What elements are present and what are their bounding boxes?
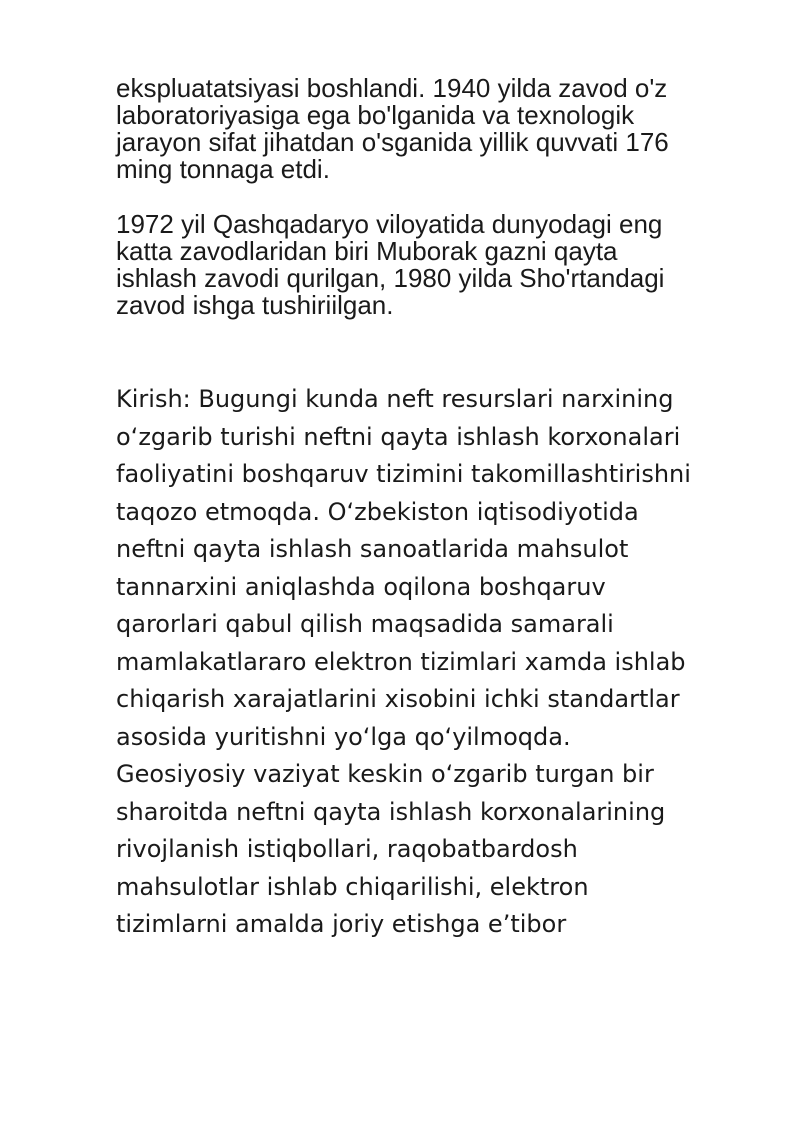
text-line: taqozo etmoqda. O‘zbekiston iqtisodiyotida [116, 497, 639, 526]
text-line: mamlakatlararo elektron tizimlari xamda ishlab [116, 647, 686, 676]
text-line: zavod ishga tushiriilgan. [116, 290, 394, 320]
text-line: katta zavodlaridan biri Muborak gazni qayta [116, 236, 618, 266]
paragraph-introduction [116, 381, 756, 944]
paragraph-history-1940 [116, 75, 756, 183]
text-line: 1972 yil Qashqadaryo viloyatida dunyodagi eng [116, 209, 663, 239]
text-line: qarorlari qabul qilish maqsadida samarali [116, 610, 614, 638]
text-line: ming tonnaga etdi. [116, 154, 330, 184]
text-line: faoliyatini boshqaruv tizimini takomillashtirishni [116, 460, 691, 488]
text-line: neftni qayta ishlash sanoatlarida mahsulot [116, 535, 629, 563]
text-line: ishlash zavodi qurilgan, 1980 yilda Sho'rtandagi [116, 263, 665, 293]
text-line: chiqarish xarajatlarini xisobini ichki standartlar [116, 685, 680, 713]
text-line: sharoitda neftni qayta ishlash korxonalarining [116, 797, 666, 826]
paragraph-history-1972 [116, 211, 756, 319]
text-line: asosida yuritishni yo‘lga qo‘yilmoqda. [116, 722, 571, 751]
text-line: jarayon sifat jihatdan o'sganida yillik quvvati 176 [116, 127, 669, 157]
text-line: ekspluatatsiyasi boshlandi. 1940 yilda zavod o'z [116, 73, 668, 103]
text-line: tannarxini aniqlashda oqilona boshqaruv [116, 572, 606, 601]
text-line: tizimlarni amalda joriy etishga e’tibor [116, 910, 567, 938]
text-line: Kirish: Bugungi kunda neft resurslari narxining [116, 385, 674, 413]
text-line: laboratoriyasiga ega bo'lganida va texnologik [116, 100, 635, 130]
text-line: o‘zgarib turishi neftni qayta ishlash korxonalari [116, 422, 681, 451]
text-line: rivojlanish istiqbollari, raqobatbardosh [116, 835, 578, 863]
text-line: Geosiyosiy vaziyat keskin o‘zgarib turgan bir [116, 760, 654, 788]
text-line: mahsulotlar ishlab chiqarilishi, elektron [116, 872, 589, 901]
